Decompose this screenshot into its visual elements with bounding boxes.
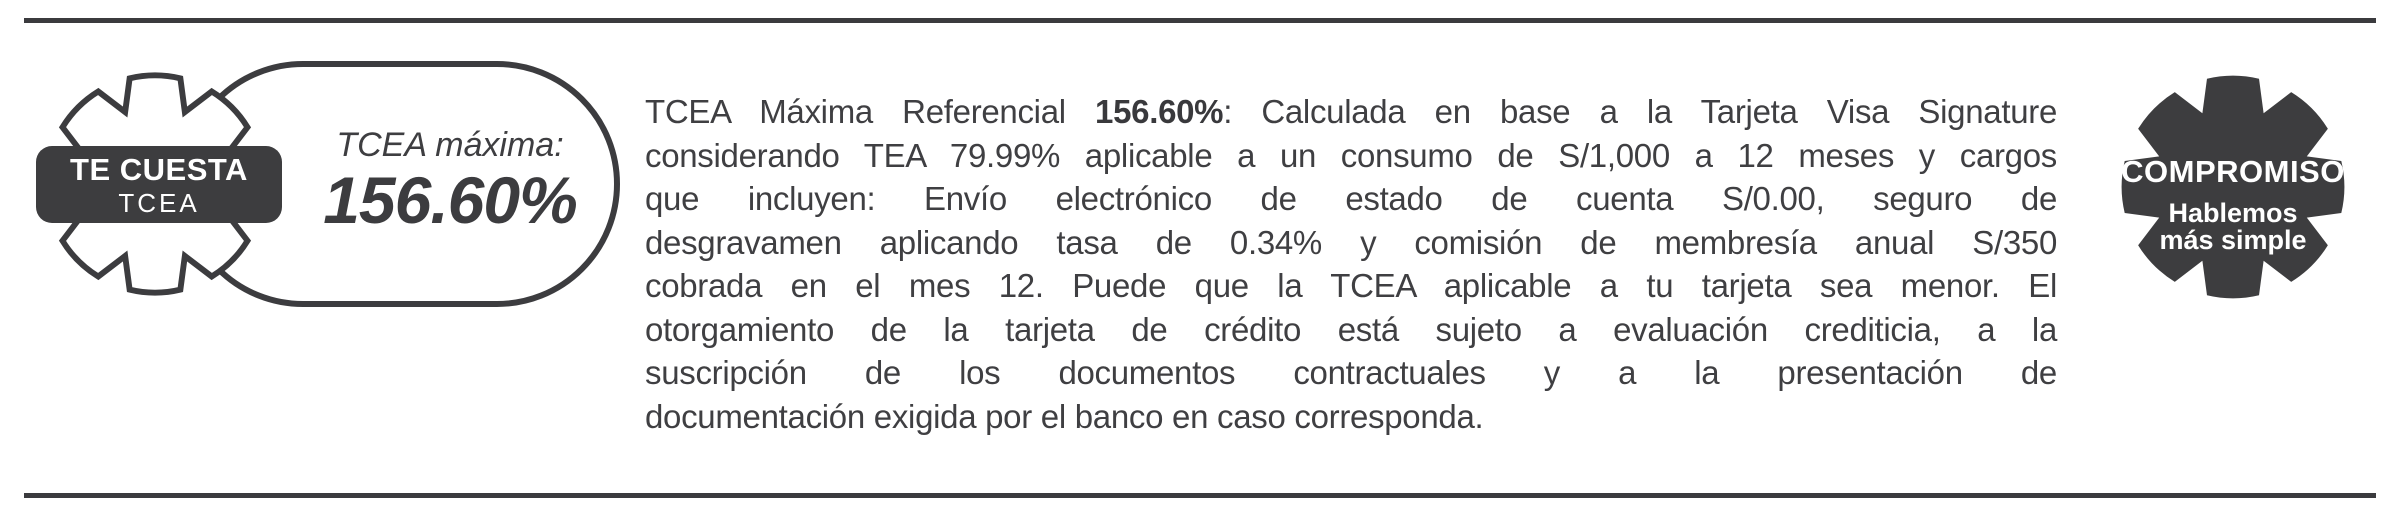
disclosure-line-1-pre: TCEA Máxima Referencial	[645, 93, 1096, 130]
compromiso-title: COMPROMISO	[2121, 154, 2345, 189]
disclosure-line-1-post: : Calculada en base a la Tarjeta Visa Signature	[1223, 93, 2057, 130]
disclosure-line-5: cobrada en el mes 12. Puede que la TCEA aplicable a tu tarjeta sea menor. El	[645, 267, 2057, 304]
compromiso-text-block	[2112, 66, 2354, 308]
tcea-max-value: 156.60%	[323, 163, 577, 237]
disclosure-line-1	[645, 90, 2057, 134]
disclosure-line-7: suscripción de los documentos contractuales y a la presentación de	[645, 354, 2057, 391]
te-cuesta-text: TE CUESTA	[70, 151, 248, 187]
compromiso-subtitle-line2: más simple	[2159, 225, 2307, 255]
compromiso-badge	[2112, 66, 2354, 308]
disclosure-paragraph	[645, 90, 2057, 438]
disclosure-line-8: documentación exigida por el banco en caso corresponda.	[645, 397, 1484, 435]
bottom-divider	[24, 493, 2376, 498]
tcea-rate-bold: 156.60%	[1095, 93, 1224, 130]
tcea-seal-text: TCEA	[118, 187, 200, 218]
compromiso-subtitle-line1: Hablemos	[2168, 198, 2298, 228]
disclosure-line-2: considerando TEA 79.99% aplicable a un consumo de S/1,000 a 12 meses y cargos	[645, 136, 2057, 174]
tcea-max-label: TCEA máxima:	[336, 126, 564, 164]
disclosure-line-6: otorgamiento de la tarjeta de crédito está sujeto a evaluación crediticia, a la	[645, 310, 2057, 348]
te-cuesta-band	[36, 146, 282, 223]
disclosure-line-4: desgravamen aplicando tasa de 0.34% y comisión de membresía anual S/350	[645, 223, 2057, 261]
top-divider	[24, 18, 2376, 23]
disclosure-line-3: que incluyen: Envío electrónico de estado de cuenta S/0.00, seguro de	[645, 180, 2057, 217]
